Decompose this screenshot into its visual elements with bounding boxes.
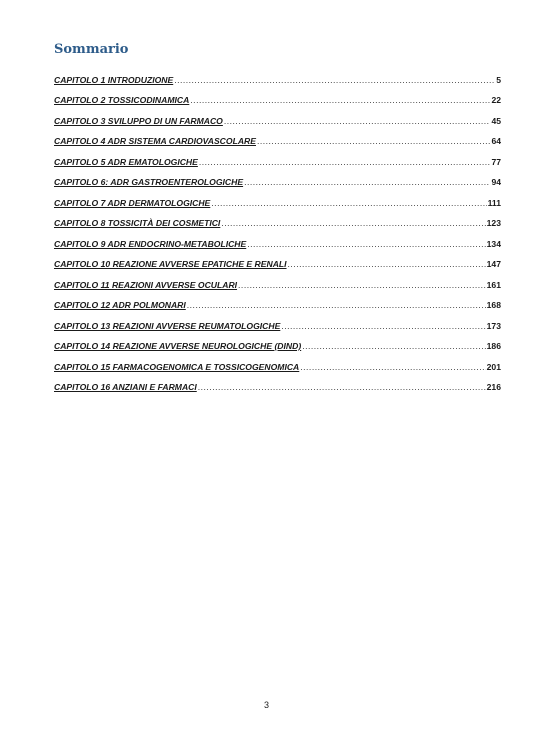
toc-entry-16[interactable] (54, 373, 501, 394)
toc-entry-label[interactable]: CAPITOLO 13 REAZIONI AVVERSE REUMATOLOGICHE (54, 320, 281, 331)
toc-entry-label[interactable]: CAPITOLO 2 TOSSICODINAMICA (54, 95, 190, 105)
toc-entry-13[interactable] (54, 311, 501, 332)
toc-dot-leader (221, 218, 485, 229)
toc-entry-label[interactable]: CAPITOLO 6: ADR GASTROENTEROLOGICHE (54, 177, 244, 187)
toc-entry-2[interactable] (54, 86, 501, 107)
toc-entry-8[interactable] (54, 209, 501, 230)
toc-dot-leader (244, 177, 490, 188)
toc-dot-leader (224, 116, 491, 127)
toc-entry-label[interactable]: CAPITOLO 14 REAZIONE AVVERSE NEUROLOGICHE (DIND) (54, 341, 302, 351)
toc-entry-page[interactable]: 5 (496, 74, 501, 85)
toc-entry-page[interactable]: 173 (486, 320, 501, 331)
toc-dot-leader (238, 280, 486, 291)
toc-entry-page[interactable]: 77 (491, 156, 501, 167)
toc-dot-leader (174, 75, 495, 86)
toc-entry-7[interactable] (54, 188, 501, 209)
toc-entry-label[interactable]: CAPITOLO 9 ADR ENDOCRINO-METABOLICHE (54, 238, 247, 249)
toc-entry-page[interactable]: 161 (486, 279, 501, 290)
toc-entry-label[interactable]: CAPITOLO 12 ADR POLMONARI (54, 300, 186, 310)
toc-entry-page[interactable]: 186 (486, 341, 501, 351)
toc-entry-label[interactable]: CAPITOLO 5 ADR EMATOLOGICHE (54, 156, 198, 167)
toc-entry-9[interactable] (54, 229, 501, 250)
toc-dot-leader (199, 157, 491, 168)
toc-entry-page[interactable]: 216 (486, 382, 501, 392)
toc-dot-leader (247, 239, 485, 250)
toc-entry-10[interactable] (54, 250, 501, 271)
toc-entry-label[interactable]: CAPITOLO 10 REAZIONE AVVERSE EPATICHE E RENALI (54, 259, 287, 269)
toc-entry-page[interactable]: 64 (491, 136, 501, 146)
toc-entry-label[interactable]: CAPITOLO 15 FARMACOGENOMICA E TOSSICOGENOMICA (54, 361, 300, 372)
toc-entry-4[interactable] (54, 127, 501, 148)
toc-entry-label[interactable]: CAPITOLO 1 INTRODUZIONE (54, 74, 174, 85)
toc-dot-leader (288, 259, 486, 270)
toc-entry-14[interactable] (54, 332, 501, 353)
toc-entry-page[interactable]: 22 (491, 95, 501, 105)
toc-entry-page[interactable]: 45 (491, 115, 501, 126)
toc-dot-leader (281, 321, 485, 332)
toc-dot-leader (211, 198, 486, 209)
page-number: 3 (263, 700, 269, 710)
toc-entry-label[interactable]: CAPITOLO 11 REAZIONI AVVERSE OCULARI (54, 279, 238, 290)
toc-entry-page[interactable]: 123 (486, 218, 501, 228)
toc-entry-page[interactable]: 147 (486, 259, 501, 269)
toc-entry-15[interactable] (54, 352, 501, 373)
toc-entry-3[interactable] (54, 106, 501, 127)
toc-entry-page[interactable]: 201 (486, 361, 501, 372)
toc-entry-page[interactable]: 94 (491, 177, 501, 187)
toc-dot-leader (257, 136, 490, 147)
toc-entry-label[interactable]: CAPITOLO 16 ANZIANI E FARMACI (54, 382, 197, 392)
toc-dot-leader (190, 95, 490, 106)
toc-entry-1[interactable] (54, 65, 501, 86)
toc-entry-label[interactable]: CAPITOLO 7 ADR DERMATOLOGICHE (54, 197, 211, 208)
toc-dot-leader (187, 300, 486, 311)
toc-title: Sommario (54, 42, 129, 57)
toc-dot-leader (300, 362, 485, 373)
toc-entry-label[interactable]: CAPITOLO 4 ADR SISTEMA CARDIOVASCOLARE (54, 136, 256, 146)
toc-dot-leader (302, 341, 485, 352)
toc-dot-leader (198, 382, 486, 393)
toc-entry-5[interactable] (54, 147, 501, 168)
toc-entry-page[interactable]: 134 (486, 238, 501, 249)
toc-entry-page[interactable]: 168 (486, 300, 501, 310)
toc-entry-label[interactable]: CAPITOLO 8 TOSSICITÀ DEI COSMETICI (54, 218, 221, 228)
toc-entry-11[interactable] (54, 270, 501, 291)
table-of-contents (54, 65, 501, 393)
toc-entry-page[interactable]: 111 (487, 197, 501, 208)
toc-entry-12[interactable] (54, 291, 501, 312)
toc-entry-6[interactable] (54, 168, 501, 189)
toc-entry-label[interactable]: CAPITOLO 3 SVILUPPO DI UN FARMACO (54, 115, 223, 126)
